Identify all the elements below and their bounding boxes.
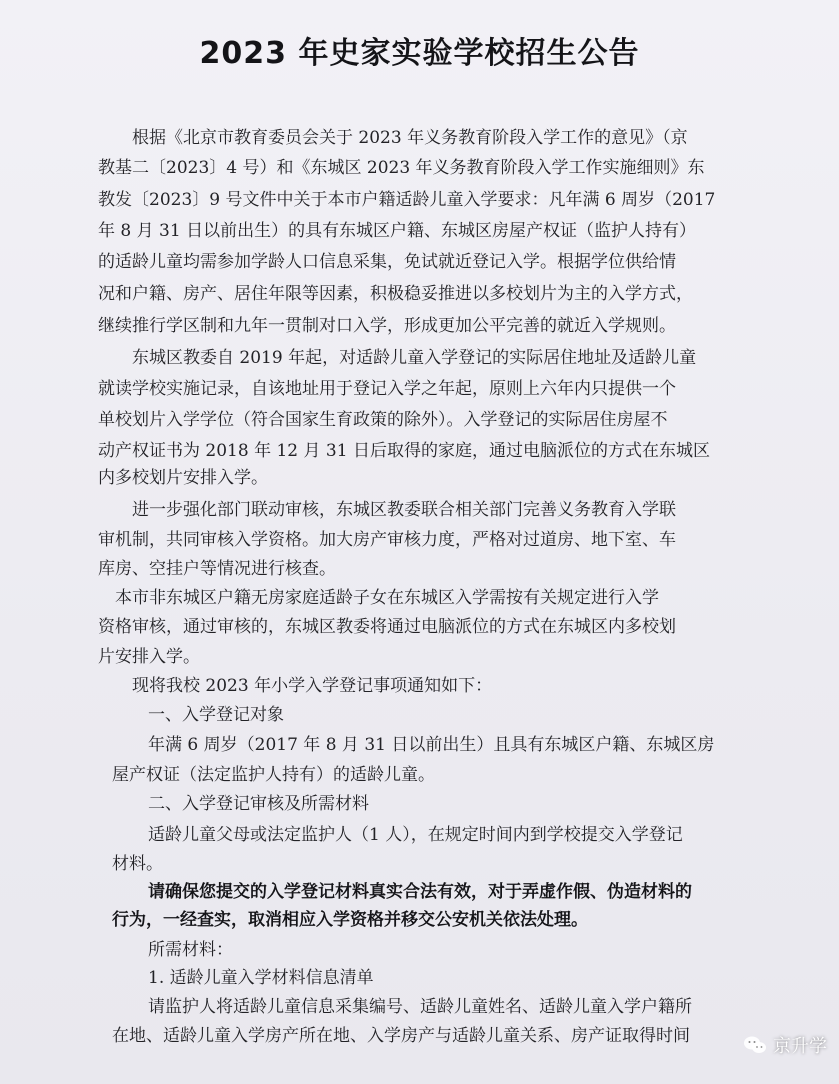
paragraph-line: 年 8 月 31 日以前出生）的具有东城区户籍、东城区房屋产权证（监护人持有） bbox=[98, 221, 697, 241]
warning-line: 请确保您提交的入学登记材料真实合法有效，对于弄虚作假、伪造材料的 bbox=[148, 882, 692, 902]
paragraph-line: 教基二〔2023〕4 号）和《东城区 2023 年义务教育阶段入学工作实施细则》东 bbox=[98, 158, 705, 178]
paragraph-line: 屋产权证（法定监护人持有）的适龄儿童。 bbox=[112, 765, 435, 785]
paragraph-line: 根据《北京市教育委员会关于 2023 年义务教育阶段入学工作的意见》（京 bbox=[132, 128, 688, 148]
paragraph-line: 年满 6 周岁（2017 年 8 月 31 日以前出生）且具有东城区户籍、东城区房 bbox=[148, 735, 715, 755]
watermark bbox=[743, 1032, 827, 1058]
paragraph-line: 资格审核，通过审核的，东城区教委将通过电脑派位的方式在东城区内多校划 bbox=[98, 617, 676, 637]
list-item: 1. 适龄儿童入学材料信息清单 bbox=[148, 968, 374, 988]
paragraph-line: 请监护人将适龄儿童信息采集编号、适龄儿童姓名、适龄儿童入学户籍所 bbox=[148, 997, 692, 1017]
section-heading: 二、入学登记审核及所需材料 bbox=[148, 794, 369, 814]
paragraph-line: 的适龄儿童均需参加学龄人口信息采集，免试就近登记入学。根据学位供给情 bbox=[98, 252, 676, 272]
paragraph-line: 材料。 bbox=[112, 854, 163, 874]
paragraph-line: 单校划片入学学位（符合国家生育政策的除外）。入学登记的实际居住房屋不 bbox=[98, 410, 668, 430]
paragraph-line: 在地、适龄儿童入学房产所在地、入学房产与适龄儿童关系、房产证取得时间 bbox=[112, 1026, 690, 1046]
page-title: 2023 年史家实验学校招生公告 bbox=[199, 36, 640, 71]
paragraph-line: 就读学校实施记录，自该地址用于登记入学之年起，原则上六年内只提供一个 bbox=[98, 379, 676, 399]
paragraph-line: 所需材料： bbox=[148, 940, 233, 960]
paragraph-line: 教发〔2023〕9 号文件中关于本市户籍适龄儿童入学要求：凡年满 6 周岁（2017 bbox=[98, 190, 716, 210]
paragraph-line: 片安排入学。 bbox=[98, 647, 200, 667]
watermark-text: 京升学 bbox=[773, 1036, 827, 1057]
paragraph-line: 继续推行学区制和九年一贯制对口入学，形成更加公平完善的就近入学规则。 bbox=[98, 316, 676, 336]
paragraph-line: 进一步强化部门联动审核，东城区教委联合相关部门完善义务教育入学联 bbox=[132, 500, 676, 520]
warning-line: 行为，一经查实，取消相应入学资格并移交公安机关依法处理。 bbox=[112, 910, 588, 930]
paragraph-line: 东城区教委自 2019 年起，对适龄儿童入学登记的实际居住地址及适龄儿童 bbox=[132, 348, 697, 368]
paragraph-line: 审机制，共同审核入学资格。加大房产审核力度，严格对过道房、地下室、车 bbox=[98, 530, 676, 550]
paragraph-line: 内多校划片安排入学。 bbox=[98, 468, 268, 488]
paragraph-line: 现将我校 2023 年小学入学登记事项通知如下： bbox=[132, 676, 493, 696]
paragraph-line: 库房、空挂户等情况进行核查。 bbox=[98, 559, 336, 579]
paragraph-line: 动产权证书为 2018 年 12 月 31 日后取得的家庭，通过电脑派位的方式在东城区 bbox=[98, 441, 710, 461]
paragraph-line: 况和户籍、房产、居住年限等因素，积极稳妥推进以多校划片为主的入学方式， bbox=[98, 284, 693, 304]
paragraph-line: 本市非东城区户籍无房家庭适龄子女在东城区入学需按有关规定进行入学 bbox=[115, 588, 659, 608]
section-heading: 一、入学登记对象 bbox=[148, 705, 284, 725]
wechat-icon bbox=[743, 1035, 767, 1055]
paragraph-line: 适龄儿童父母或法定监护人（1 人），在规定时间内到学校提交入学登记 bbox=[148, 825, 683, 845]
